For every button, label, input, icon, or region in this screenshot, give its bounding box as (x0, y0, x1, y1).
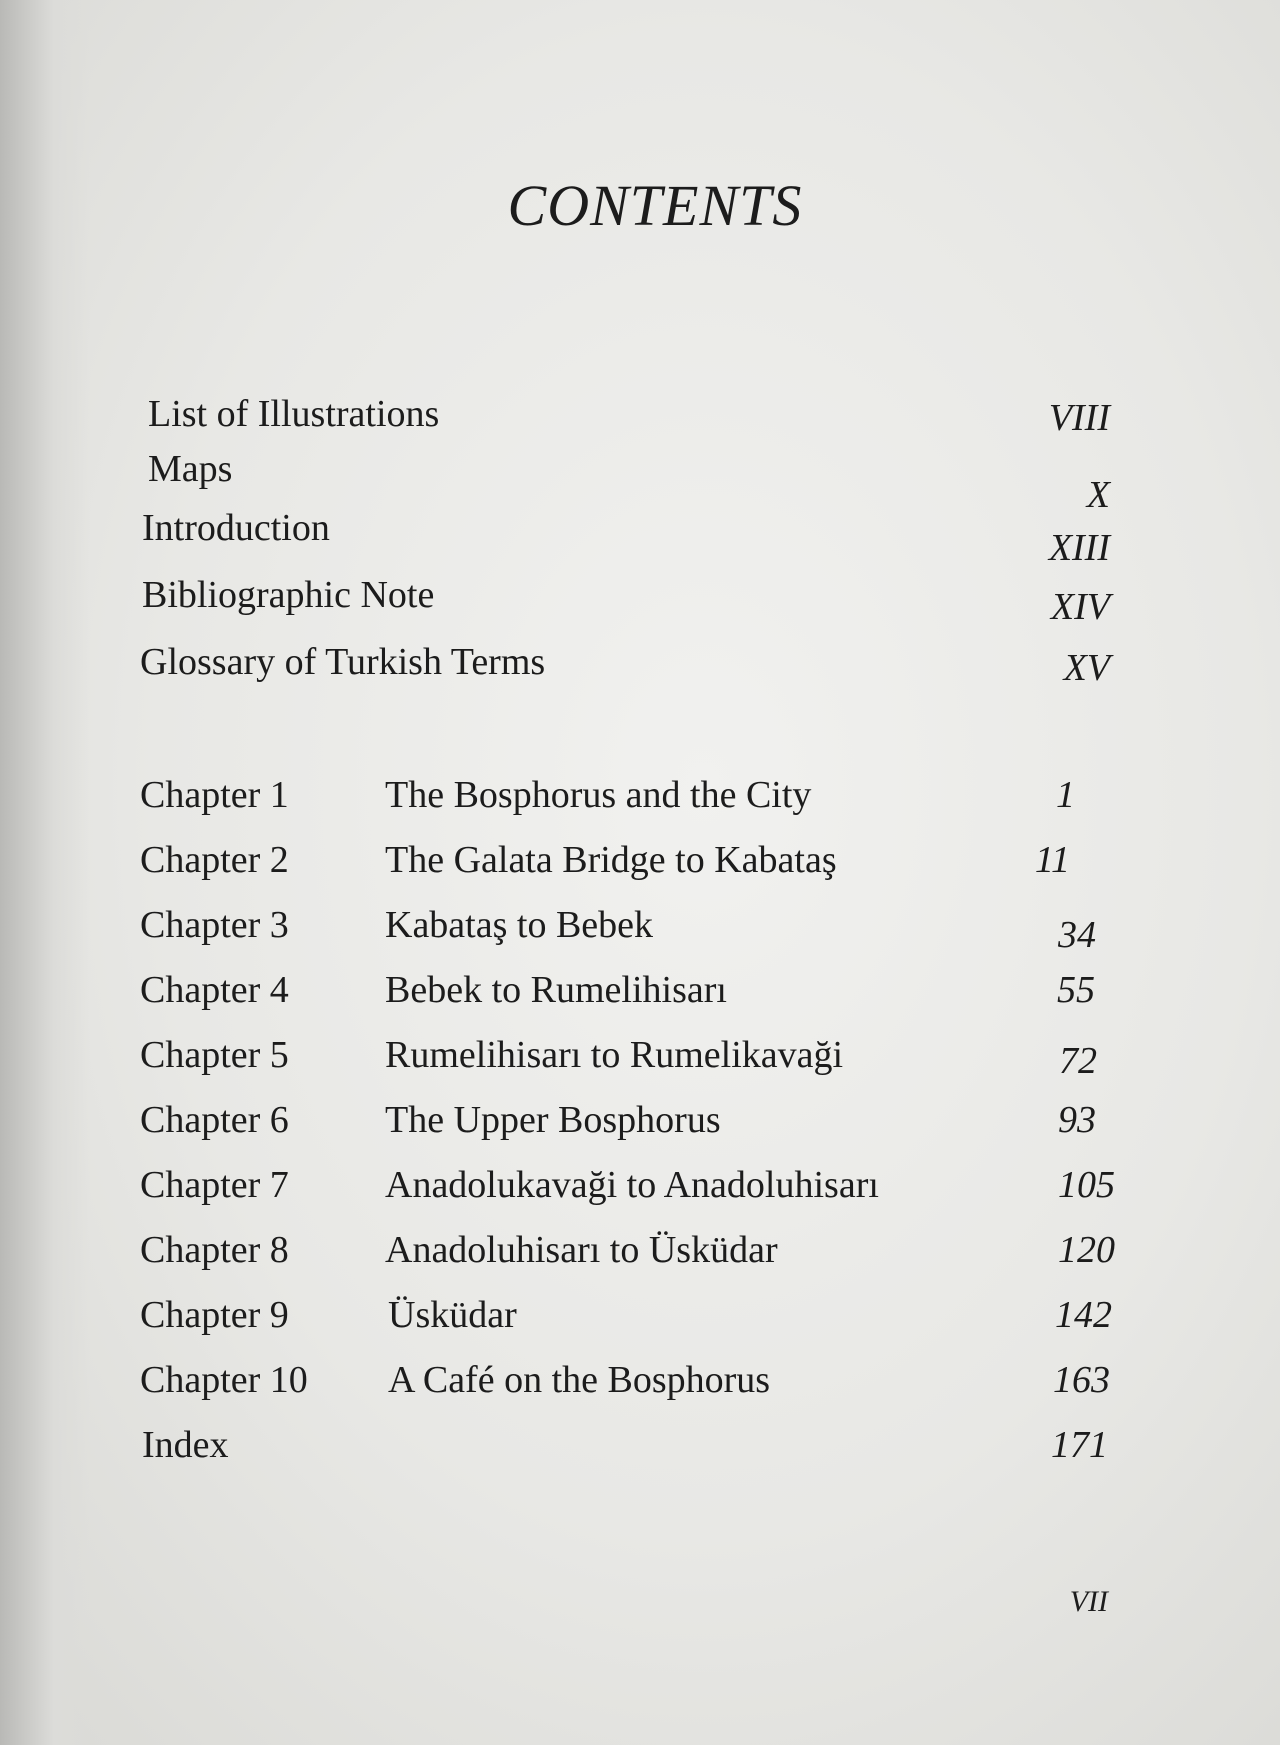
chapter-title: Üsküdar (388, 1294, 517, 1336)
toc-chapter-9 (0, 1293, 1280, 1349)
page-title: CONTENTS (507, 173, 803, 238)
page-folio: VII (1069, 1585, 1108, 1618)
chapter-page: 72 (1059, 1040, 1097, 1082)
toc-entry-page: XV (1063, 647, 1110, 689)
chapter-number: Chapter 4 (140, 969, 289, 1011)
chapter-page: 55 (1057, 969, 1095, 1011)
toc-chapter-1 (0, 773, 1280, 829)
toc-chapter-3 (0, 903, 1280, 959)
toc-chapter-8 (0, 1228, 1280, 1284)
toc-chapter-4 (0, 968, 1280, 1024)
toc-entry-label: Maps (148, 448, 233, 490)
chapter-page: 11 (1034, 839, 1070, 881)
chapter-number: Chapter 10 (140, 1359, 308, 1401)
toc-chapter-5 (0, 1033, 1280, 1089)
chapter-title: Bebek to Rumelihisarı (385, 969, 727, 1011)
chapter-title: A Café on the Bosphorus (388, 1359, 771, 1401)
toc-entry-bibliographic-note (0, 573, 1280, 629)
chapter-title: The Upper Bosphorus (385, 1099, 721, 1141)
chapter-page: 163 (1053, 1359, 1110, 1401)
chapter-title: Kabataş to Bebek (385, 904, 654, 946)
chapter-number: Chapter 2 (140, 839, 289, 881)
toc-entry-label: Index (142, 1424, 229, 1466)
chapter-page: 105 (1058, 1164, 1115, 1206)
toc-entry-maps (0, 447, 1280, 516)
toc-entry-page: XIII (1048, 527, 1110, 569)
chapter-number: Chapter 3 (140, 904, 289, 946)
toc-entry-glossary (0, 640, 1280, 696)
chapter-number: Chapter 5 (140, 1034, 289, 1076)
toc-entry-page: X (1086, 474, 1110, 516)
chapter-title: Rumelihisarı to Rumelikavaği (385, 1034, 844, 1076)
toc-entry-page: XIV (1050, 586, 1110, 628)
chapter-number: Chapter 7 (140, 1164, 289, 1206)
toc-chapter-6 (0, 1098, 1280, 1154)
toc-entry-label: List of Illustrations (148, 393, 440, 435)
toc-entry-label: Bibliographic Note (142, 574, 435, 616)
chapter-number: Chapter 6 (140, 1099, 289, 1141)
toc-entry-list-of-illustrations (0, 392, 1280, 448)
chapter-title: Anadoluhisarı to Üsküdar (385, 1229, 778, 1271)
toc-chapter-7 (0, 1163, 1280, 1219)
toc-entry-introduction (0, 506, 1280, 569)
chapter-number: Chapter 1 (140, 774, 289, 816)
chapter-page: 93 (1058, 1099, 1096, 1141)
chapter-number: Chapter 8 (140, 1229, 289, 1271)
chapter-page: 1 (1056, 774, 1075, 816)
toc-chapter-2 (0, 838, 1280, 894)
chapter-page: 34 (1058, 914, 1096, 956)
toc-entry-label: Introduction (142, 507, 330, 549)
chapter-title: Anadolukavaği to Anadoluhisarı (385, 1164, 879, 1206)
toc-entry-label: Glossary of Turkish Terms (140, 641, 546, 683)
chapter-number: Chapter 9 (140, 1294, 289, 1336)
chapter-title: The Bosphorus and the City (385, 774, 812, 816)
chapter-page: 142 (1055, 1294, 1112, 1336)
chapter-page: 120 (1058, 1229, 1115, 1271)
toc-entry-page: 171 (1051, 1424, 1108, 1466)
chapter-title: The Galata Bridge to Kabataş (385, 839, 837, 881)
toc-entry-index (0, 1423, 1280, 1479)
toc-entry-page: VIII (1048, 397, 1110, 439)
toc-chapter-10 (0, 1358, 1280, 1414)
